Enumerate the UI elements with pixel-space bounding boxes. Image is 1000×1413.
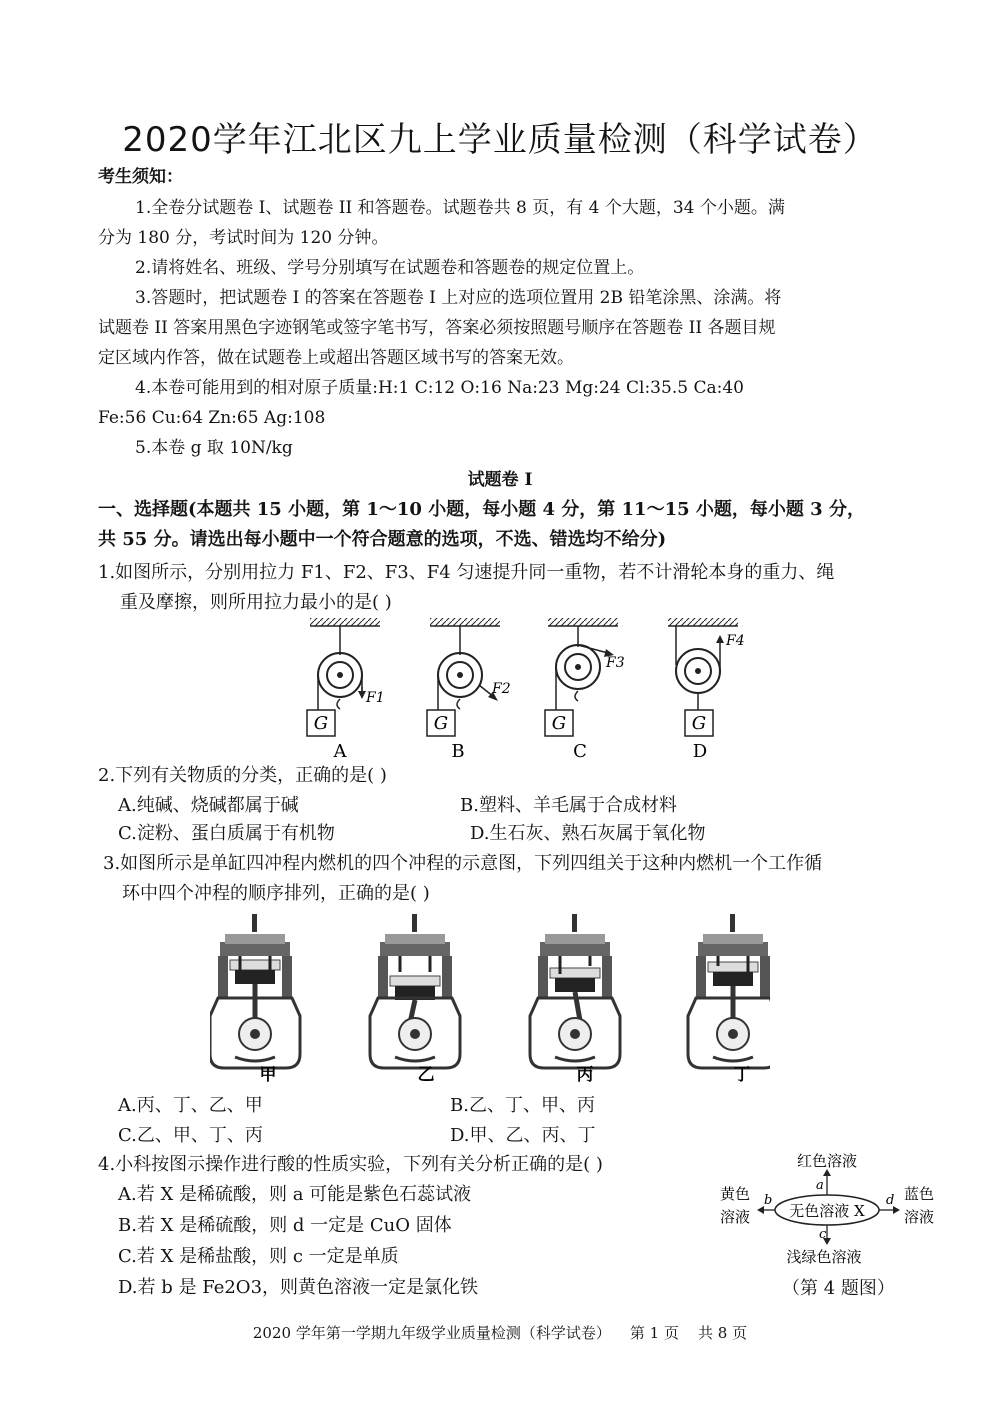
notice-line-7: 4.本卷可能用到的相对原子质量:H:1 C:12 O:16 Na:23 Mg:24 Cl:35.5 Ca:40	[135, 378, 744, 398]
weight-label-a: G	[313, 713, 329, 734]
q4-left-label-1: 黄色	[719, 1185, 751, 1203]
engine-label-yi: 乙	[417, 1065, 435, 1085]
pulley-option-b: B	[451, 741, 465, 762]
q2-option-d: D.生石灰、熟石灰属于氧化物	[470, 823, 706, 844]
q4-edge-d: d	[886, 1193, 895, 1208]
notice-line-6: 定区域内作答，做在试题卷上或超出答题区域书写的答案无效。	[98, 348, 574, 368]
engine-yi	[370, 914, 460, 1068]
force-label-f2: F2	[492, 681, 511, 697]
pulley-option-c: C	[573, 741, 587, 762]
force-label-f1: F1	[366, 690, 385, 706]
q4-edge-c: c	[819, 1227, 827, 1242]
page-footer: 2020 学年第一学期九年级学业质量检测（科学试卷） 第 1 页 共 8 页	[252, 1324, 748, 1342]
q1-pulley-figure	[290, 615, 770, 765]
force-label-f3: F3	[606, 655, 625, 671]
q4-option-b: B.若 X 是稀硫酸，则 d 一定是 CuO 固体	[118, 1215, 452, 1236]
page-title: 2020学年江北区九上学业质量检测（科学试卷）	[122, 120, 878, 160]
q2-option-c: C.淀粉、蛋白质属于有机物	[118, 823, 335, 844]
notice-line-4: 3.答题时，把试题卷 I 的答案在答题卷 I 上对应的选项位置用 2B 铅笔涂黑、涂满。将	[135, 288, 782, 308]
q4-top-label: 红色溶液	[796, 1152, 858, 1170]
engine-label-bing: 丙	[576, 1065, 594, 1085]
q4-caption: （第 4 题图）	[782, 1278, 895, 1299]
q1-stem-2: 重及摩擦，则所用拉力最小的是( )	[120, 592, 392, 613]
force-label-f4: F4	[726, 633, 745, 649]
notice-line-9: 5.本卷 g 取 10N/kg	[135, 438, 293, 458]
q4-option-a: A.若 X 是稀硫酸，则 a 可能是紫色石蕊试液	[118, 1184, 472, 1205]
notice-line-1: 1.全卷分试题卷 I、试题卷 II 和答题卷。试题卷共 8 页，有 4 个大题，34 个小题。满	[135, 198, 785, 218]
q4-diagram	[712, 1152, 942, 1270]
q3-option-c: C.乙、甲、丁、丙	[118, 1125, 263, 1146]
q2-option-a: A.纯碱、烧碱都属于碱	[118, 795, 299, 816]
notice-line-3: 2.请将姓名、班级、学号分别填写在试题卷和答题卷的规定位置上。	[135, 258, 645, 278]
q3-engine-figure	[210, 912, 770, 1092]
notice-line-8: Fe:56 Cu:64 Zn:65 Ag:108	[98, 408, 326, 428]
engine-bing	[530, 914, 620, 1068]
q4-stem: 4.小科按图示操作进行酸的性质实验，下列有关分析正确的是( )	[98, 1154, 603, 1175]
q3-option-a: A.丙、丁、乙、甲	[118, 1095, 263, 1116]
q3-stem-2: 环中四个冲程的顺序排列，正确的是( )	[122, 883, 430, 904]
weight-label-b: G	[433, 713, 449, 734]
q4-edge-a: a	[816, 1178, 824, 1193]
q1-stem-1: 1.如图所示，分别用拉力 F1、F2、F3、F4 匀速提升同一重物，若不计滑轮本身的重力、绳	[98, 562, 835, 583]
notice-heading: 考生须知：	[98, 167, 183, 187]
section-intro-1: 一、选择题(本题共 15 小题，第 1～10 小题，每小题 4 分，第 11～15 小题，每小题 3 分，	[98, 499, 865, 520]
q4-right-label-1: 蓝色	[903, 1185, 935, 1203]
pulley-option-d: D	[692, 741, 708, 762]
weight-label-c: G	[551, 713, 567, 734]
q2-stem: 2.下列有关物质的分类，正确的是( )	[98, 765, 387, 786]
pulley-option-a: A	[333, 741, 347, 762]
section-intro-2: 共 55 分。请选出每小题中一个符合题意的选项，不选、错选均不给分)	[98, 529, 667, 550]
q4-option-c: C.若 X 是稀盐酸，则 c 一定是单质	[118, 1246, 399, 1267]
weight-label-d: G	[691, 713, 707, 734]
q4-right-label-2: 溶液	[903, 1208, 935, 1226]
notice-line-2: 分为 180 分，考试时间为 120 分钟。	[98, 228, 389, 248]
q4-bottom-label: 浅绿色溶液	[786, 1248, 862, 1266]
q3-stem-1: 3.如图所示是单缸四冲程内燃机的四个冲程的示意图，下列四组关于这种内燃机一个工作循	[103, 853, 823, 874]
q4-center-label: 无色溶液 X	[789, 1202, 865, 1220]
q3-option-d: D.甲、乙、丙、丁	[450, 1125, 596, 1146]
engine-ding	[688, 914, 770, 1068]
q4-left-label-2: 溶液	[719, 1208, 751, 1226]
section-name: 试题卷 I	[467, 470, 533, 490]
q2-option-b: B.塑料、羊毛属于合成材料	[460, 795, 677, 816]
engine-label-jia: 甲	[259, 1065, 277, 1085]
notice-line-5: 试题卷 II 答案用黑色字迹钢笔或签字笔书写，答案必须按照题号顺序在答题卷 II 各题目规	[98, 318, 776, 338]
q3-option-b: B.乙、丁、甲、丙	[450, 1095, 595, 1116]
q4-option-d: D.若 b 是 Fe2O3，则黄色溶液一定是氯化铁	[118, 1277, 479, 1298]
q4-edge-b: b	[764, 1193, 773, 1208]
engine-label-ding: 丁	[733, 1065, 751, 1085]
engine-jia	[210, 914, 300, 1068]
